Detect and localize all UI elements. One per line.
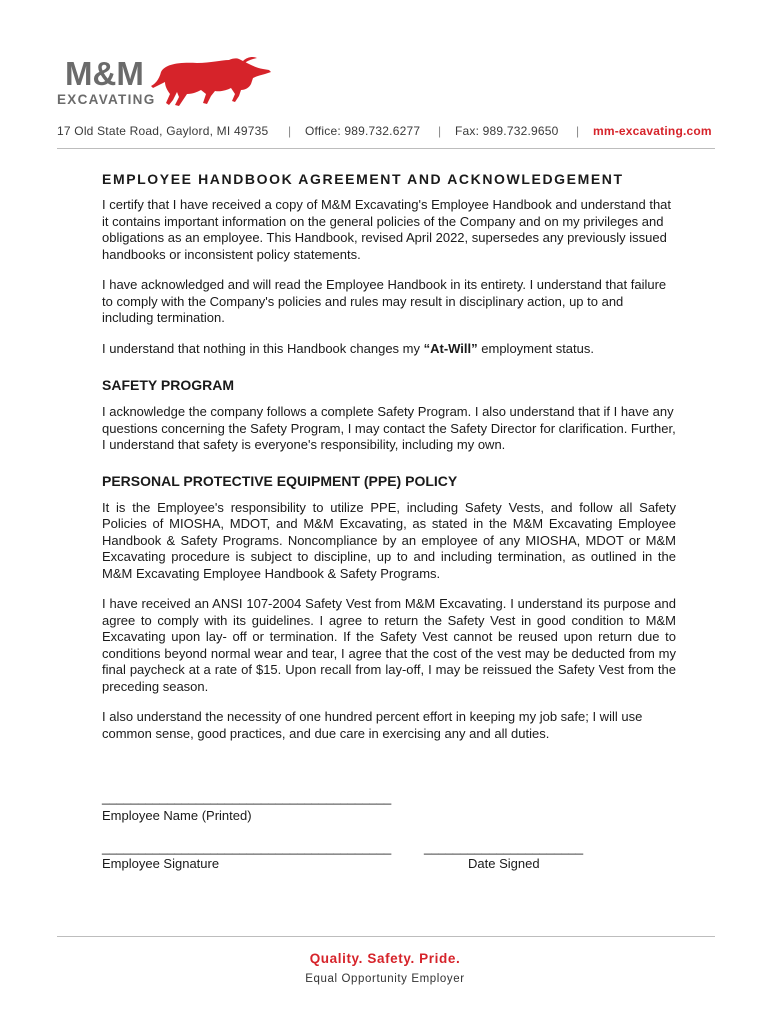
ppe-heading: PERSONAL PROTECTIVE EQUIPMENT (PPE) POLICY [102,472,458,489]
separator: | [438,124,442,138]
date-signed-label: Date Signed [468,856,540,871]
ppe-paragraph-3: I also understand the necessity of one hundred percent effort in keeping my job safe; I will use common sense, good practices, and due care in exercising any and all duties. [102,709,643,741]
at-will-emphasis: “At-Will” [423,340,478,356]
header-divider [57,148,715,149]
signature-line[interactable]: ________________________________________ [102,840,392,855]
at-will-text-before: I understand that nothing in this Handbook changes my [102,340,424,356]
safety-heading: SAFETY PROGRAM [102,377,234,393]
logo-subtitle: EXCAVATING [57,92,156,107]
footer-tagline: Quality. Safety. Pride. [309,951,461,966]
intro-paragraph-2: I have acknowledged and will read the Employee Handbook in its entirety. I understand that failure to comply with the Company's policies and rules may result in disciplinary action, up to and including termination. [102,277,667,325]
name-line[interactable]: ________________________________________ [102,790,392,805]
bull-logo-icon [57,56,277,108]
fax-number: Fax: 989.732.9650 [455,124,559,138]
separator: | [576,124,580,138]
at-will-paragraph [102,341,676,358]
logo-wordmark: M&M [65,56,144,92]
date-line[interactable]: ______________________ [424,840,584,855]
contact-bar [57,124,717,140]
intro-paragraph-1: I certify that I have received a copy of M&M Excavating's Employee Handbook and understand that it contains important information on the general policies of the Company and on my privileges and obligations as an employee. This Handbook, revised April 2022, supersedes any previously issued handbooks or inconsistent policy statements. [102,197,672,262]
ppe-paragraph-2: I have received an ANSI 107-2004 Safety Vest from M&M Excavating. I understand its purpose and agree to comply with its guidelines. I agree to return the Safety Vest in good condition to M&M Excavating upon lay- off or termination. If the Safety Vest cannot be reused upon return due to conditions beyond normal wear and tear, I agree that the cost of the vest may be deducted from my final paycheck at a rate of $15. Upon recall from lay-off, I may be reissued the Safety Vest from the preceding season. [102,596,676,694]
document-body [102,171,676,756]
office-phone: Office: 989.732.6277 [305,124,421,138]
employee-name-label: Employee Name (Printed) [102,808,252,823]
footer-divider [57,936,715,937]
safety-paragraph: I acknowledge the company follows a complete Safety Program. I also understand that if I have any questions concerning the Safety Program, I may contact the Safety Director for clarification. Further, I understand that safety is everyone's responsibility, including my own. [102,404,676,452]
employee-signature-label: Employee Signature [102,856,220,871]
website-link[interactable]: mm-excavating.com [593,124,712,138]
address: 17 Old State Road, Gaylord, MI 49735 [57,124,269,138]
footer-eoe: Equal Opportunity Employer [305,973,465,985]
separator: | [288,124,292,138]
company-logo [57,56,277,108]
bull-icon [151,57,271,106]
ppe-paragraph-1: It is the Employee's responsibility to utilize PPE, including Safety Vests, and follow all Safety Policies of MIOSHA, MDOT, and M&M Excavating, as stated in the M&M Excavating Employee Handbook & Safety Programs. Noncompliance by an employee of any MIOSHA, MDOT or M&M Excavating procedure is subject to discipline, up to and including termination, as outlined in the M&M Excavating Employee Handbook & Safety Programs. [102,499,676,581]
document-title: EMPLOYEE HANDBOOK AGREEMENT AND ACKNOWLEDGEMENT [102,171,624,187]
at-will-text-after: employment status. [477,340,594,356]
